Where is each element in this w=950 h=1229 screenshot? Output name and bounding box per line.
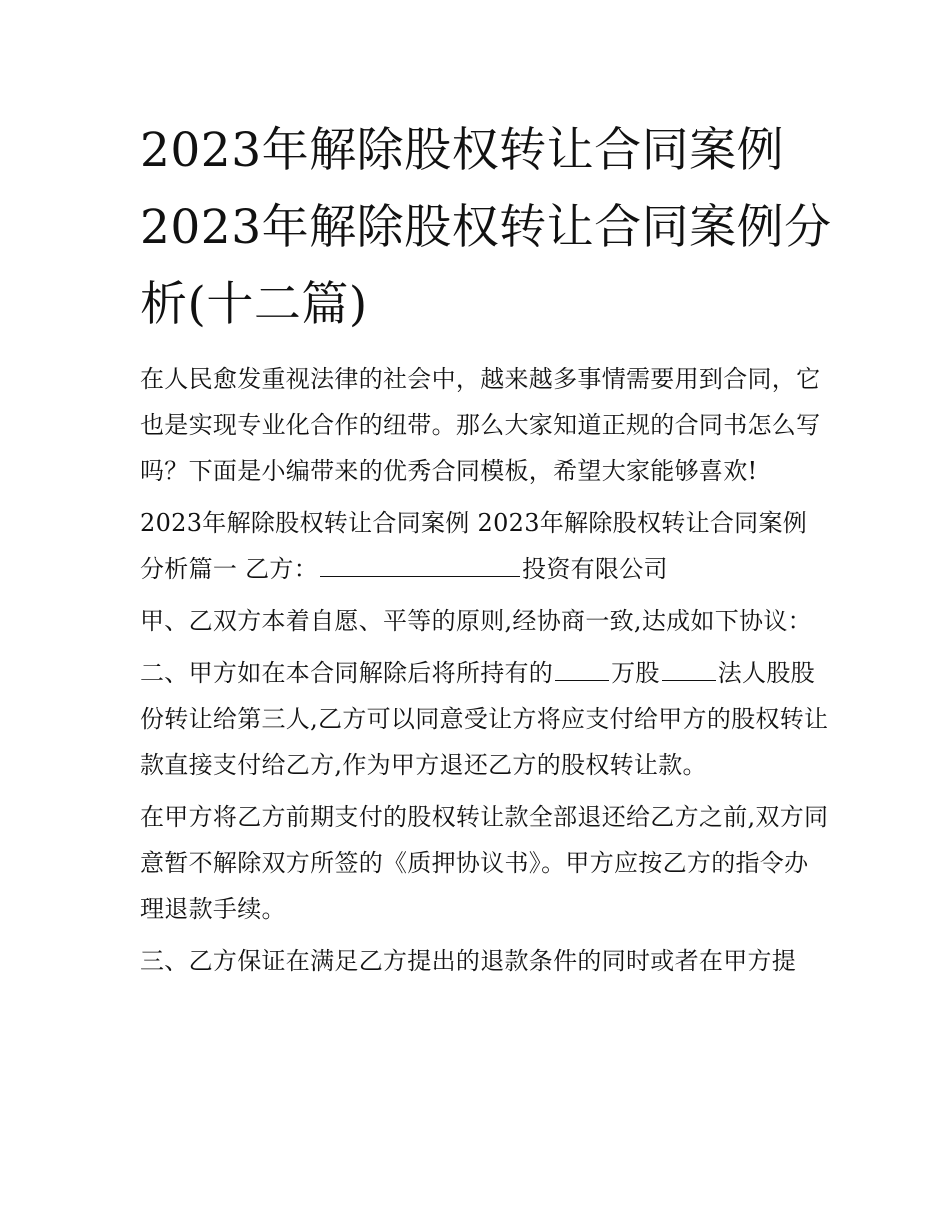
- clause-2-text-part2: 万股: [611, 659, 660, 687]
- section-heading: 2023年解除股权转让合同案例 2023年解除股权转让合同案例分析篇一 乙方：: [140, 509, 808, 583]
- party-b-name-blank: [320, 550, 520, 577]
- share-count-blank: [555, 654, 609, 681]
- section-heading-paragraph: [140, 500, 830, 592]
- agreement-paragraph: 甲、乙双方本着自愿、平等的原则,经协商一致,达成如下协议：: [140, 607, 812, 635]
- document-title: 2023年解除股权转让合同案例2023年解除股权转让合同案例分析(十二篇): [140, 123, 832, 332]
- document-body: [140, 356, 830, 990]
- clause-2-text-part3: 法人股股份转让给第三人,乙方可以同意受让方将应支付给甲方的股权转让款直接支付给乙方,作为甲方退还乙方的股权转让款。: [140, 659, 829, 779]
- clause-2-continuation: 在甲方将乙方前期支付的股权转让款全部退还给乙方之前,双方同意暂不解除双方所签的《质押协议书》。甲方应按乙方的指令办理退款手续。: [140, 803, 829, 923]
- clause-2-paragraph: [140, 650, 830, 788]
- company-suffix: 投资有限公司: [522, 555, 668, 583]
- clause-2-text-part1: 二、甲方如在本合同解除后将所持有的: [140, 659, 554, 687]
- intro-paragraph: 在人民愈发重视法律的社会中，越来越多事情需要用到合同，它也是实现专业化合作的纽带。那么大家知道正规的合同书怎么写吗？下面是小编带来的优秀合同模板，希望大家能够喜欢!: [140, 365, 821, 485]
- clause-3-paragraph: 三、乙方保证在满足乙方提出的退款条件的同时或者在甲方提: [140, 947, 797, 975]
- company-name-blank: [662, 654, 716, 681]
